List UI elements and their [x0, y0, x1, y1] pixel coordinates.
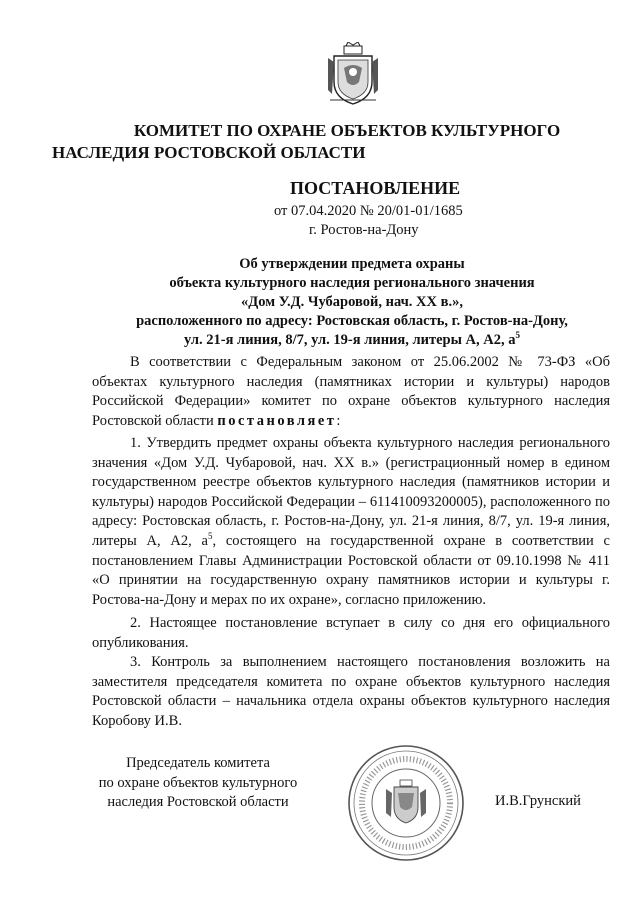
subject-line3: «Дом У.Д. Чубаровой, нач. XX в.»,: [241, 294, 463, 310]
preamble-text: В соответствии с Федеральным законом от 25.06.2002 № 73-ФЗ «Об объектах культурного наследия (памятниках истории и культуры) народов Российской Федерации» комитет по охране объектов культурного наследия Ростовской области: [92, 354, 610, 429]
signatory-position: [92, 754, 304, 813]
signatory-position-line3: наследия Ростовской области: [107, 794, 289, 810]
decree-word: постановляет: [217, 412, 337, 429]
signatory-position-line1: Председатель комитета: [126, 755, 270, 771]
item-1-text-a: 1. Утвердить предмет охраны объекта культурного наследия регионального значения «Дом У.Д. Чубаровой, нач. XX в.» (регистрационный номер в едином государственном реестре объектов культурного наследия (памятников истории и культуры) народов Российской Федерации – 611410093200005), расположенного по адресу: Ростовская область, г. Ростов-на-Дону, ул. 21-я линия, 8/7, ул. 19-я линия, литеры А, А2, а: [92, 435, 610, 549]
item-3: 3. Контроль за выполнением настоящего постановления возложить на заместителя председателя комитета по охране объектов культурного наследия Ростовской области – начальника отдела охраны объектов культурного наследия Коробову И.В.: [92, 654, 610, 729]
subject-line5-sup: 5: [515, 330, 520, 341]
preamble-end: :: [336, 412, 341, 429]
org-name-line1: КОМИТЕТ ПО ОХРАНЕ ОБЪЕКТОВ КУЛЬТУРНОГО: [133, 121, 561, 140]
org-name-line2: НАСЛЕДИЯ РОСТОВСКОЙ ОБЛАСТИ: [52, 143, 366, 162]
signatory-name: И.В.Грунский: [495, 793, 581, 809]
subject-line4: расположенного по адресу: Ростовская область, г. Ростов-на-Дону,: [136, 313, 568, 329]
city: г. Ростов-на-Дону: [309, 222, 419, 238]
item-1-sup: 5: [207, 531, 213, 542]
coat-of-arms-icon: [326, 42, 380, 108]
item-1-text-b: , состоящего на государственной охране в соответствии с постановлением Главы Администрации Ростовской области от 09.10.1998 № 411 «О принятии на государственную охрану памятников истории и культуры г. Ростова-на-Дону и мерах по их охране», согласно приложению.: [92, 532, 610, 608]
subject-line1: Об утверждении предмета охраны: [239, 256, 465, 272]
subject-line2: объекта культурного наследия регионального значения: [169, 275, 535, 291]
subject-line5-text: ул. 21-я линия, 8/7, ул. 19-я линия, литеры А, А2, а: [183, 332, 516, 348]
official-seal-icon: [346, 743, 466, 863]
item-1: [92, 434, 610, 610]
subject-line5: [92, 331, 612, 351]
document-title: ПОСТАНОВЛЕНИЕ: [290, 178, 461, 198]
date-number: от 07.04.2020 № 20/01-01/1685: [274, 203, 463, 219]
signatory-position-line2: по охране объектов культурного: [98, 774, 298, 791]
item-2: 2. Настоящее постановление вступает в силу со дня его официального опубликования.: [92, 615, 610, 651]
preamble: [92, 353, 610, 431]
